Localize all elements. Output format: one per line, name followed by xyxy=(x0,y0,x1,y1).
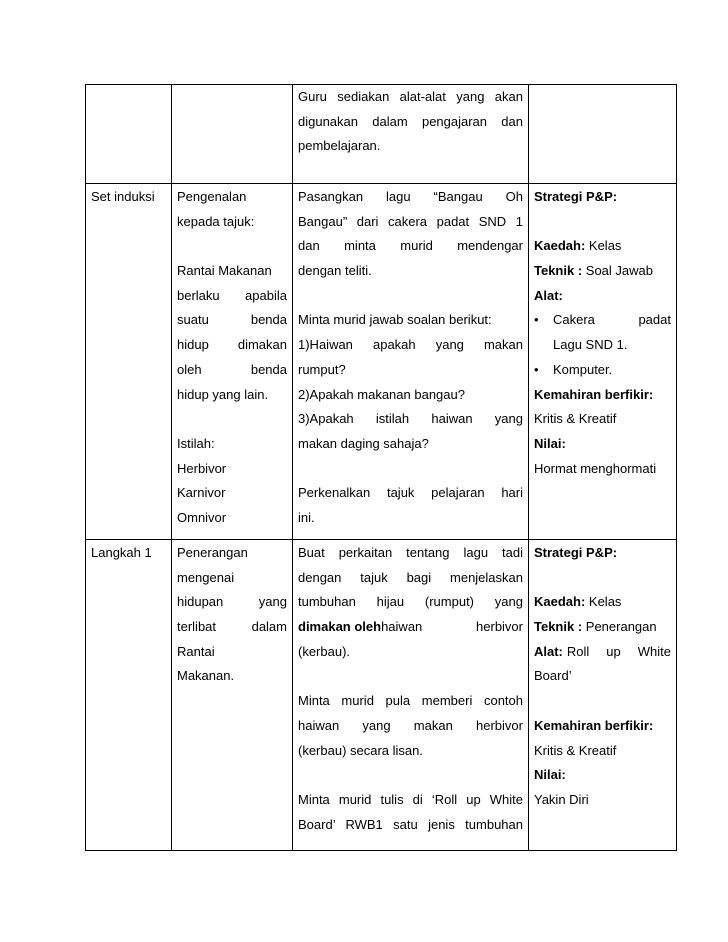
notes-cell xyxy=(529,85,677,184)
tools-line: Alat: Roll up White xyxy=(534,643,671,659)
activity-cell xyxy=(293,85,529,184)
values-heading: Nilai: xyxy=(534,435,566,451)
method-line: Kaedah: Kelas xyxy=(534,238,622,254)
content-line: berlaku apabila xyxy=(177,287,287,303)
content-line: Karnivor xyxy=(177,485,226,501)
content-cell xyxy=(172,540,293,851)
activity-cell xyxy=(293,540,529,851)
stage-cell xyxy=(86,85,172,184)
values-value: Hormat menghormati xyxy=(534,460,657,476)
content-line: Rantai xyxy=(177,643,215,659)
strategy-heading: Strategi P&P: xyxy=(534,189,618,204)
table-row xyxy=(86,184,677,540)
content-line: terlibat dalam xyxy=(177,619,287,635)
table-row xyxy=(86,85,677,184)
activity-line: Minta murid tulis di ‘Roll up White xyxy=(298,791,523,807)
bullet-item-continued: Lagu SND 1. xyxy=(553,337,628,353)
activity-line: 3)Apakah istilah haiwan yang xyxy=(298,411,523,427)
activity-line: pembelajaran. xyxy=(298,138,381,154)
activity-line: Perkenalkan tajuk pelajaran hari xyxy=(298,485,523,501)
content-line: Penerangan xyxy=(177,545,248,560)
activity-line: 1)Haiwan apakah yang makan xyxy=(298,337,523,353)
activity-line xyxy=(298,284,523,309)
content-cell xyxy=(172,85,293,184)
activity-line: haiwan yang makan herbivor xyxy=(298,717,523,733)
activity-line: digunakan dalam pengajaran dan xyxy=(298,113,523,129)
activity-line: tumbuhan hijau (rumput) yang xyxy=(298,594,523,610)
thinking-skill-heading: Kemahiran berfikir: xyxy=(534,386,654,402)
tools-line-continued: Board’ xyxy=(534,668,572,684)
activity-cell xyxy=(293,184,529,540)
stage-label: Set induksi xyxy=(91,189,155,204)
tools-heading: Alat: xyxy=(534,287,563,303)
technique-line: Teknik : Penerangan xyxy=(534,619,657,635)
content-line: Herbivor xyxy=(177,460,227,476)
activity-line: ini. xyxy=(298,509,315,525)
table-row xyxy=(86,540,677,851)
values-value: Yakin Diri xyxy=(534,791,589,807)
content-line: hidup dimakan xyxy=(177,337,287,353)
bullet-item: • Cakera padat xyxy=(534,308,671,333)
content-line: Rantai Makanan xyxy=(177,263,272,279)
activity-line: makan daging sahaja? xyxy=(298,435,429,451)
activity-line xyxy=(298,457,523,482)
content-line: oleh benda xyxy=(177,361,287,377)
notes-cell xyxy=(529,540,677,851)
activity-line: dan minta murid mendengar xyxy=(298,238,523,254)
content-line: hidup yang lain. xyxy=(177,386,269,402)
activity-line: Pasangkan lagu “Bangau Oh xyxy=(298,189,523,204)
activity-line: Buat perkaitan tentang lagu tadi xyxy=(298,545,523,560)
activity-line: 2)Apakah makanan bangau? xyxy=(298,386,465,402)
thinking-skill-value: Kritis & Kreatif xyxy=(534,742,617,758)
content-line: Istilah: xyxy=(177,435,215,451)
stage-cell xyxy=(86,540,172,851)
stage-cell xyxy=(86,184,172,540)
activity-line: rumput? xyxy=(298,361,346,377)
activity-line: dengan teliti. xyxy=(298,263,372,279)
thinking-skill-heading: Kemahiran berfikir: xyxy=(534,717,654,733)
bullet-item: • Komputer. xyxy=(534,358,671,383)
method-line: Kaedah: Kelas xyxy=(534,594,622,610)
activity-line: Guru sediakan alat-alat yang akan xyxy=(298,89,523,104)
content-line: Makanan. xyxy=(177,668,235,684)
thinking-skill-value: Kritis & Kreatif xyxy=(534,411,617,427)
stage-label: Langkah 1 xyxy=(91,545,152,560)
content-line: Omnivor xyxy=(177,509,227,525)
values-heading: Nilai: xyxy=(534,767,566,783)
activity-line: (kerbau) secara lisan. xyxy=(298,742,423,758)
strategy-heading: Strategi P&P: xyxy=(534,545,618,560)
activity-line: Minta murid jawab soalan berikut: xyxy=(298,312,492,328)
content-line: suatu benda xyxy=(177,312,287,328)
activity-line: Board’ RWB1 satu jenis tumbuhan xyxy=(298,816,523,832)
content-line xyxy=(177,407,287,432)
content-line: kepada tajuk: xyxy=(177,213,255,229)
activity-line: Minta murid pula memberi contoh xyxy=(298,693,523,709)
content-line: Pengenalan xyxy=(177,189,247,204)
activity-line: dengan tajuk bagi menjelaskan xyxy=(298,569,523,585)
activity-line: Bangau” dari cakera padat SND 1 xyxy=(298,213,523,229)
content-cell xyxy=(172,184,293,540)
activity-line: (kerbau). xyxy=(298,643,351,659)
activity-line: dimakan oleh haiwan herbivor xyxy=(298,619,523,635)
content-line: mengenai xyxy=(177,569,235,585)
lesson-plan-table xyxy=(85,84,677,851)
content-line: hidupan yang xyxy=(177,594,287,610)
notes-cell xyxy=(529,184,677,540)
technique-line: Teknik : Soal Jawab xyxy=(534,263,653,279)
content-line xyxy=(177,234,287,259)
